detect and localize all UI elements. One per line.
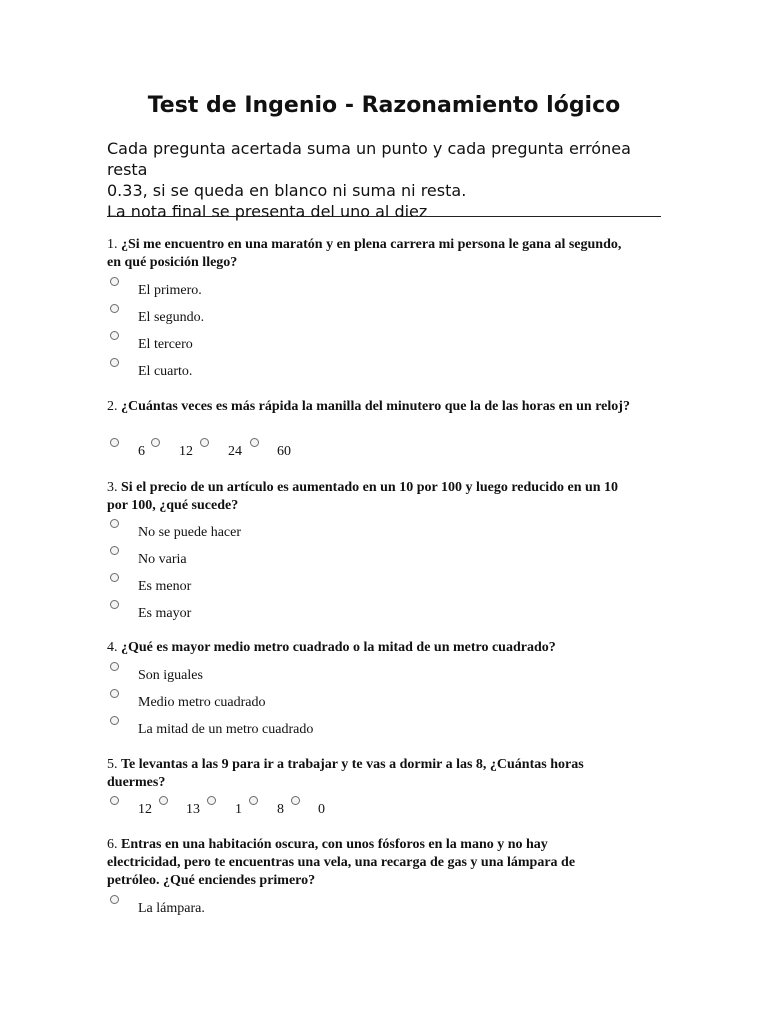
question-number: 5.	[107, 757, 118, 772]
question-number: 6.	[107, 837, 118, 852]
radio-button-icon[interactable]	[110, 331, 119, 340]
radio-button-icon[interactable]	[110, 716, 119, 725]
option-label: El cuarto.	[138, 364, 193, 379]
radio-button-icon[interactable]	[249, 796, 258, 805]
option-label: El primero.	[138, 283, 202, 298]
option-label: No se puede hacer	[138, 525, 242, 540]
question-number: 3.	[107, 480, 118, 495]
radio-button-icon[interactable]	[200, 438, 209, 447]
options-row-q5	[107, 796, 407, 820]
instructions-line: 0.33, si se queda en blanco ni suma ni resta.	[107, 181, 467, 200]
option-label: La lámpara.	[138, 901, 205, 916]
question-text: ¿Cuántas veces es más rápida la manilla del minutero que la de las horas en un reloj?	[121, 399, 630, 414]
question-2	[107, 398, 632, 416]
question-6	[107, 836, 619, 890]
radio-button-icon[interactable]	[110, 546, 119, 555]
radio-button-icon[interactable]	[110, 277, 119, 286]
question-number: 2.	[107, 399, 118, 414]
question-4	[107, 639, 667, 657]
option-label: 6	[138, 444, 145, 459]
option-label: 60	[277, 444, 291, 459]
option-label: Es mayor	[138, 606, 192, 621]
question-5	[107, 756, 632, 792]
instructions	[107, 138, 667, 222]
question-text: ¿Si me encuentro en una maratón y en plena carrera mi persona le gana al segundo, en qué posición llego?	[107, 237, 622, 270]
option-label: 8	[277, 802, 284, 817]
radio-button-icon[interactable]	[110, 304, 119, 313]
radio-button-icon[interactable]	[110, 573, 119, 582]
option-label: 12	[179, 444, 193, 459]
instructions-line: Cada pregunta acertada suma un punto y cada pregunta errónea resta	[107, 139, 631, 179]
radio-button-icon[interactable]	[110, 662, 119, 671]
question-text: ¿Qué es mayor medio metro cuadrado o la mitad de un metro cuadrado?	[121, 640, 556, 655]
option-label: 0	[318, 802, 325, 817]
question-number: 1.	[107, 237, 118, 252]
question-text: Entras en una habitación oscura, con unos fósforos en la mano y no hay electricidad, pero te encuentras una vela, una recarga de gas y una lámpara de petróleo. ¿Qué enciendes primero?	[107, 837, 576, 888]
option-label: Es menor	[138, 579, 192, 594]
radio-button-icon[interactable]	[110, 438, 119, 447]
radio-button-icon[interactable]	[250, 438, 259, 447]
page-title: Test de Ingenio - Razonamiento lógico	[147, 93, 621, 118]
option-label: No varia	[138, 552, 187, 567]
question-1	[107, 236, 632, 272]
question-3	[107, 479, 632, 515]
option-label: 1	[235, 802, 242, 817]
radio-button-icon[interactable]	[110, 358, 119, 367]
option-label: El tercero	[138, 337, 193, 352]
radio-button-icon[interactable]	[110, 689, 119, 698]
option-label: Son iguales	[138, 668, 203, 683]
radio-button-icon[interactable]	[151, 438, 160, 447]
question-text: Si el precio de un artículo es aumentado en un 10 por 100 y luego reducido en un 10 por 100, ¿qué sucede?	[107, 480, 619, 513]
option-label: 13	[186, 802, 200, 817]
radio-button-icon[interactable]	[110, 895, 119, 904]
radio-button-icon[interactable]	[110, 600, 119, 609]
option-label: 12	[138, 802, 152, 817]
radio-button-icon[interactable]	[110, 519, 119, 528]
divider	[107, 216, 661, 217]
radio-button-icon[interactable]	[207, 796, 216, 805]
question-number: 4.	[107, 640, 118, 655]
radio-button-icon[interactable]	[159, 796, 168, 805]
options-row-q2	[107, 438, 407, 462]
option-label: Medio metro cuadrado	[138, 695, 266, 710]
option-label: 24	[228, 444, 242, 459]
question-text: Te levantas a las 9 para ir a trabajar y te vas a dormir a las 8, ¿Cuántas horas duermes?	[107, 757, 584, 790]
option-label: La mitad de un metro cuadrado	[138, 722, 314, 737]
option-label: El segundo.	[138, 310, 205, 325]
instructions-line: La nota final se presenta del uno al diez	[107, 202, 428, 221]
radio-button-icon[interactable]	[291, 796, 300, 805]
radio-button-icon[interactable]	[110, 796, 119, 805]
